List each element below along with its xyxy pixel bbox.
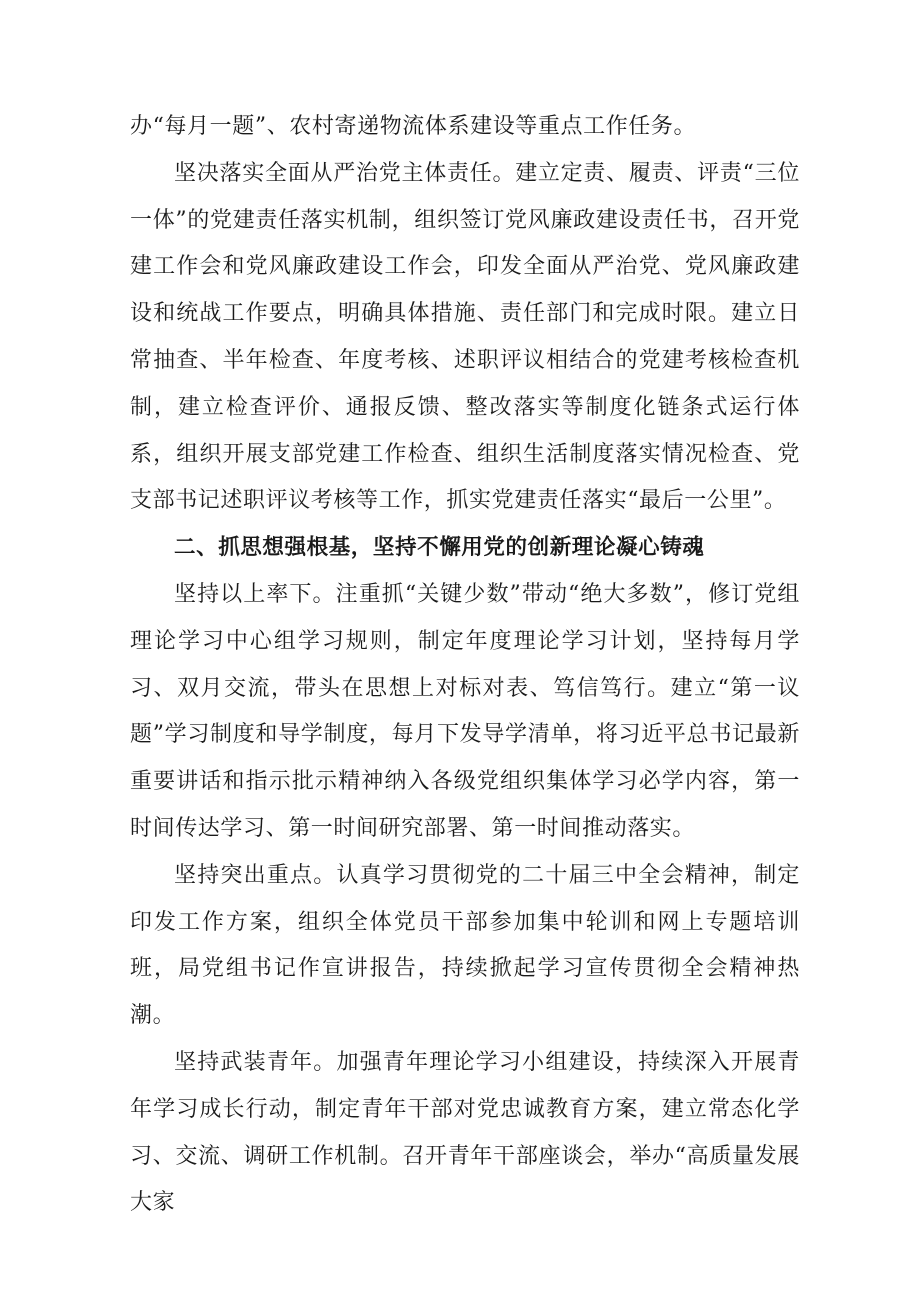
paragraph-party-responsibility: 坚决落实全面从严治党主体责任。建立定责、履责、评责“三位一体”的党建责任落实机制，组织签订党风廉政建设责任书，召开党建工作会和党风廉政建设工作会，印发全面从严治党、党风廉政建设和统战工作要点，明确具体措施、责任部门和完成时限。建立日常抽查、半年检查、年度考核、述职评议相结合的党建考核检查机制，建立检查评价、通报反馈、整改落实等制度化链条式运行体系，组织开展支部党建工作检查、组织生活制度落实情况检查、党支部书记述职评议考核等工作，抓实党建责任落实“最后一公里”。 [130, 160, 800, 514]
section-heading-2: 二、抓思想强根基，坚持不懈用党的创新理论凝心铸魂 [174, 535, 705, 561]
paragraph-youth-theory: 坚持武装青年。加强青年理论学习小组建设，持续深入开展青年学习成长行动，制定青年干部对党忠诚教育方案，建立常态化学习、交流、调研工作机制。召开青年干部座谈会，举办“高质量发展大家 [130, 1049, 800, 1216]
document-body [130, 104, 800, 1227]
paragraph-continuation: 办“每月一题”、农村寄递物流体系建设等重点工作任务。 [130, 114, 697, 139]
paragraph-lead-by-example: 坚持以上率下。注重抓“关键少数”带动“绝大多数”，修订党组理论学习中心组学习规则，制定年度理论学习计划，坚持每月学习、双月交流，带头在思想上对标对表、笃信笃行。建立“第一议题”学习制度和导学制度，每月下发导学清单，将习近平总书记最新重要讲话和指示批示精神纳入各级党组织集体学习必学内容，第一时间传达学习、第一时间研究部署、第一时间推动落实。 [130, 581, 800, 841]
paragraph-focus-priorities: 坚持突出重点。认真学习贯彻党的二十届三中全会精神，制定印发工作方案，组织全体党员干部参加集中轮训和网上专题培训班，局党组书记作宣讲报告，持续掀起学习宣传贯彻全会精神热潮。 [130, 862, 800, 1029]
